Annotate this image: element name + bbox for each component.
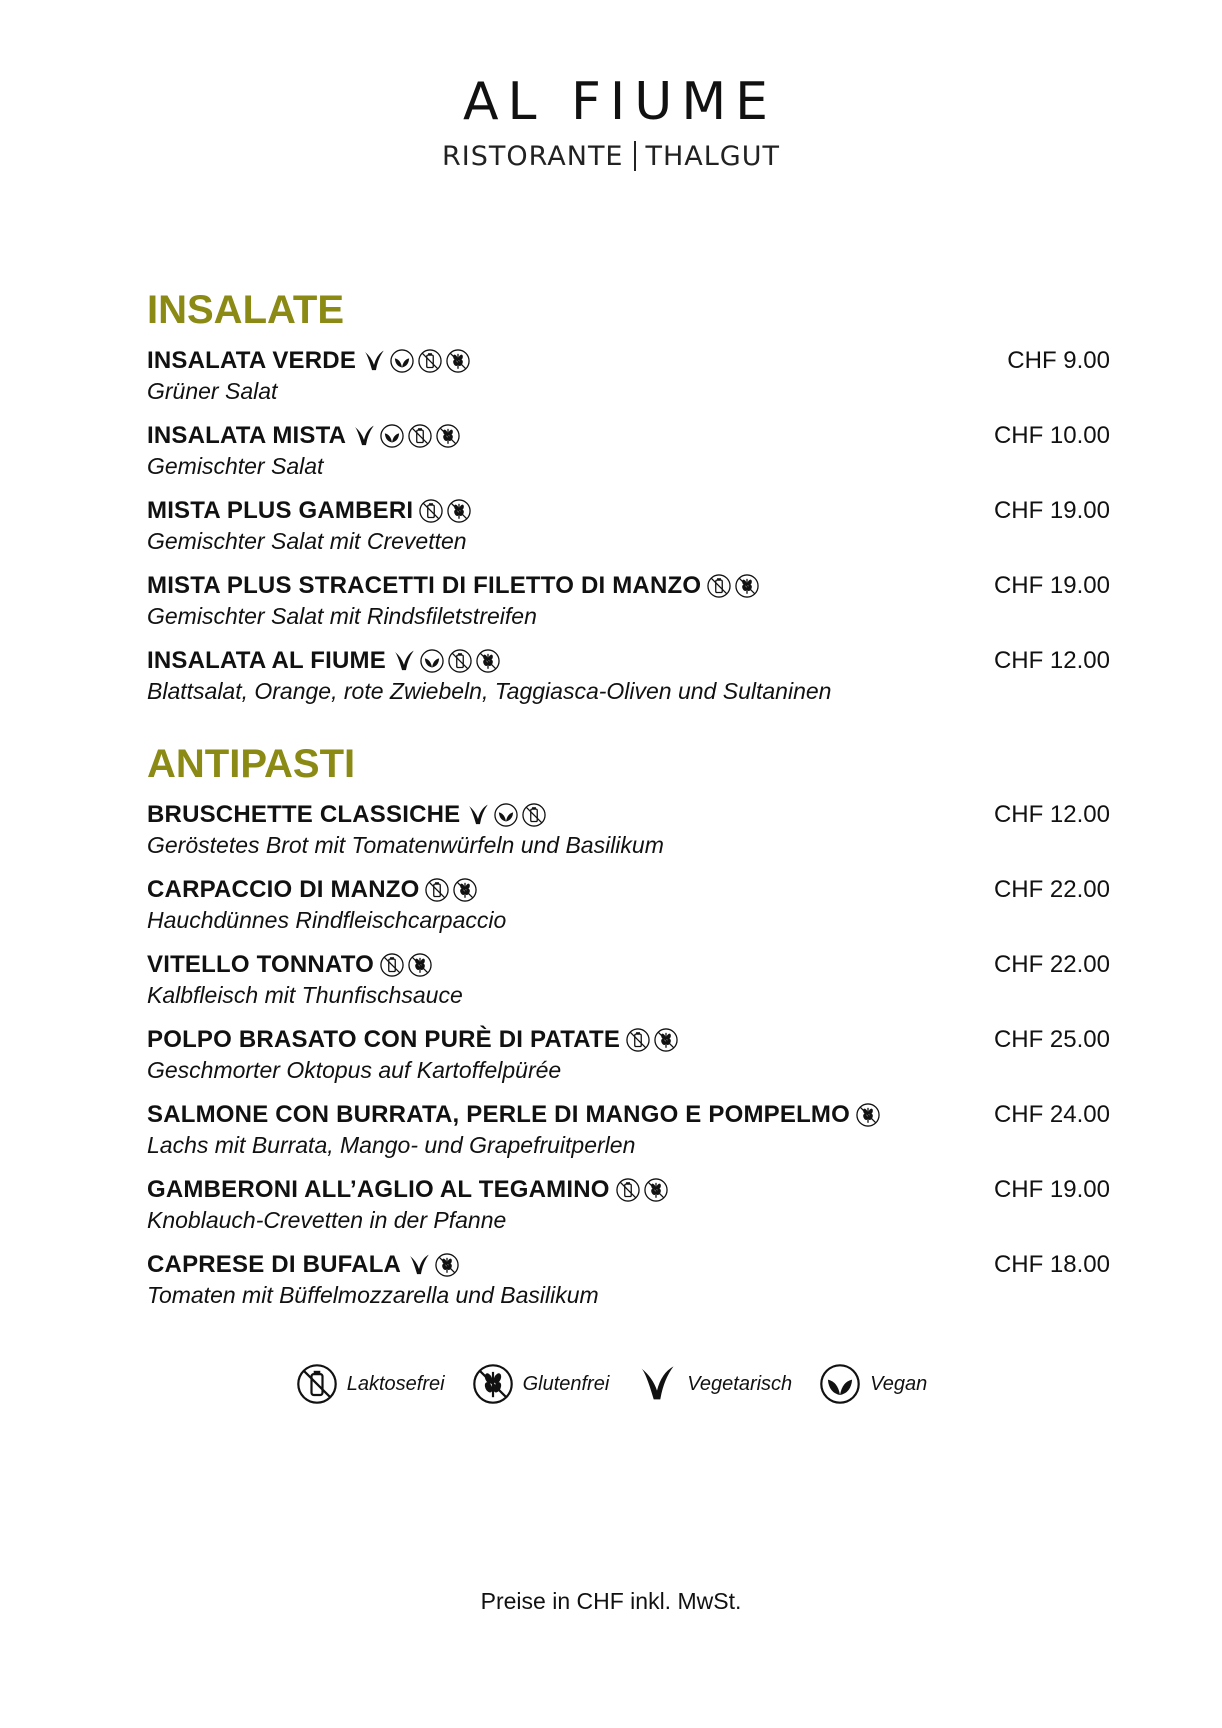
dietary-legend (0, 1362, 1222, 1406)
item-description: Lachs mit Burrata, Mango- und Grapefruitperlen (147, 1132, 636, 1158)
vegetarian-icon (361, 348, 387, 374)
lactose-free-icon (418, 498, 444, 524)
gluten-free-icon (475, 648, 501, 674)
item-name-row (147, 572, 760, 600)
item-diet-icons (424, 877, 478, 903)
legend-label: Laktosefrei (346, 1372, 445, 1395)
item-diet-icons (406, 1252, 460, 1278)
gluten-free-icon (653, 1027, 679, 1053)
item-price: CHF 24.00 (993, 1101, 1110, 1128)
brand-subtitle-left: RISTORANTE (442, 141, 624, 172)
gluten-free-icon (407, 952, 433, 978)
legend-item (635, 1362, 792, 1406)
vegan-icon (419, 648, 445, 674)
item-name-row (147, 1251, 460, 1279)
item-diet-icons (706, 573, 760, 599)
menu-item (147, 949, 1110, 1009)
item-name-row (147, 647, 501, 675)
item-price: CHF 19.00 (993, 1176, 1110, 1203)
legend-label: Glutenfrei (522, 1372, 610, 1395)
menu-item (147, 1024, 1110, 1084)
item-name: SALMONE CON BURRATA, PERLE DI MANGO E POMPELMO (147, 1101, 850, 1128)
item-price: CHF 19.00 (993, 497, 1110, 524)
item-name: INSALATA AL FIUME (147, 647, 386, 674)
item-description: Blattsalat, Orange, rote Zwiebeln, Taggiasca-Oliven und Sultaninen (147, 678, 832, 704)
vegan-icon (379, 423, 405, 449)
gluten-free-icon (435, 423, 461, 449)
item-name: BRUSCHETTE CLASSICHE (147, 801, 461, 828)
item-name-row (147, 497, 472, 525)
item-price: CHF 25.00 (993, 1026, 1110, 1053)
item-price: CHF 12.00 (993, 647, 1110, 674)
item-description: Hauchdünnes Rindfleischcarpaccio (147, 907, 507, 933)
legend-item (471, 1362, 610, 1406)
item-description: Kalbfleisch mit Thunfischsauce (147, 982, 463, 1008)
item-name-row (147, 422, 461, 450)
item-description: Knoblauch-Crevetten in der Pfanne (147, 1207, 507, 1233)
item-name-row (147, 1026, 679, 1054)
menu-item (147, 799, 1110, 859)
menu-section (147, 739, 1110, 1309)
gluten-free-icon (471, 1362, 515, 1406)
item-diet-icons (351, 423, 461, 449)
vegetarian-icon (635, 1362, 679, 1406)
legend-label: Vegetarisch (687, 1372, 793, 1395)
price-note: Preise in CHF inkl. MwSt. (480, 1588, 742, 1614)
gluten-free-icon (855, 1102, 881, 1128)
menu-item (147, 1174, 1110, 1234)
item-price: CHF 9.00 (1007, 347, 1110, 374)
lactose-free-icon (424, 877, 450, 903)
brand-name: AL FIUME (462, 72, 778, 132)
legend-item (818, 1362, 927, 1406)
lactose-free-icon (706, 573, 732, 599)
legend-item (295, 1362, 445, 1406)
vegetarian-icon (391, 648, 417, 674)
menu-item (147, 1249, 1110, 1309)
item-description: Gemischter Salat (147, 453, 324, 479)
brand-subtitle (0, 140, 1222, 174)
lactose-free-icon (521, 802, 547, 828)
item-price: CHF 10.00 (993, 422, 1110, 449)
vegetarian-icon (406, 1252, 432, 1278)
item-description: Grüner Salat (147, 378, 278, 404)
item-name: INSALATA MISTA (147, 422, 347, 449)
item-diet-icons (855, 1102, 881, 1128)
vegan-icon (493, 802, 519, 828)
lactose-free-icon (625, 1027, 651, 1053)
item-name: CAPRESE DI BUFALA (147, 1251, 402, 1278)
vegetarian-icon (351, 423, 377, 449)
item-name-row (147, 876, 478, 904)
item-description: Geröstetes Brot mit Tomatenwürfeln und Basilikum (147, 832, 664, 858)
menu-section (147, 285, 1110, 705)
item-price: CHF 19.00 (993, 572, 1110, 599)
item-name-row (147, 1176, 669, 1204)
item-name: CARPACCIO DI MANZO (147, 876, 420, 903)
brand-header (0, 72, 1222, 174)
gluten-free-icon (643, 1177, 669, 1203)
item-name-row (147, 951, 433, 979)
item-name-row (147, 801, 547, 829)
gluten-free-icon (734, 573, 760, 599)
item-description: Gemischter Salat mit Rindsfiletstreifen (147, 603, 537, 629)
item-price: CHF 22.00 (993, 951, 1110, 978)
item-diet-icons (465, 802, 547, 828)
item-price: CHF 22.00 (993, 876, 1110, 903)
item-price: CHF 12.00 (993, 801, 1110, 828)
gluten-free-icon (446, 498, 472, 524)
item-description: Tomaten mit Büffelmozzarella und Basilikum (147, 1282, 599, 1308)
section-title: ANTIPASTI (147, 742, 356, 786)
menu (147, 285, 1110, 1343)
menu-item (147, 874, 1110, 934)
gluten-free-icon (434, 1252, 460, 1278)
brand-subtitle-right: THALGUT (645, 141, 780, 172)
vegetarian-icon (465, 802, 491, 828)
item-name-row (147, 347, 471, 375)
gluten-free-icon (452, 877, 478, 903)
lactose-free-icon (615, 1177, 641, 1203)
lactose-free-icon (417, 348, 443, 374)
item-description: Gemischter Salat mit Crevetten (147, 528, 467, 554)
item-name: POLPO BRASATO CON PURÈ DI PATATE (147, 1026, 621, 1053)
item-diet-icons (391, 648, 501, 674)
gluten-free-icon (445, 348, 471, 374)
menu-item (147, 645, 1110, 705)
section-title: INSALATE (147, 288, 345, 332)
item-diet-icons (418, 498, 472, 524)
item-name: INSALATA VERDE (147, 347, 357, 374)
lactose-free-icon (447, 648, 473, 674)
menu-item (147, 570, 1110, 630)
item-diet-icons (615, 1177, 669, 1203)
legend-label: Vegan (870, 1372, 928, 1395)
menu-item (147, 420, 1110, 480)
item-price: CHF 18.00 (993, 1251, 1110, 1278)
lactose-free-icon (407, 423, 433, 449)
item-diet-icons (361, 348, 471, 374)
brand-divider (634, 141, 636, 171)
item-name: VITELLO TONNATO (147, 951, 375, 978)
item-diet-icons (625, 1027, 679, 1053)
menu-item (147, 345, 1110, 405)
item-diet-icons (379, 952, 433, 978)
vegan-icon (389, 348, 415, 374)
menu-item (147, 1099, 1110, 1159)
item-name: MISTA PLUS GAMBERI (147, 497, 414, 524)
item-name: GAMBERONI ALL’AGLIO AL TEGAMINO (147, 1176, 610, 1203)
item-name-row (147, 1101, 881, 1129)
item-description: Geschmorter Oktopus auf Kartoffelpürée (147, 1057, 562, 1083)
lactose-free-icon (379, 952, 405, 978)
vegan-icon (818, 1362, 862, 1406)
item-name: MISTA PLUS STRACETTI DI FILETTO DI MANZO (147, 572, 702, 599)
lactose-free-icon (295, 1362, 339, 1406)
menu-item (147, 495, 1110, 555)
